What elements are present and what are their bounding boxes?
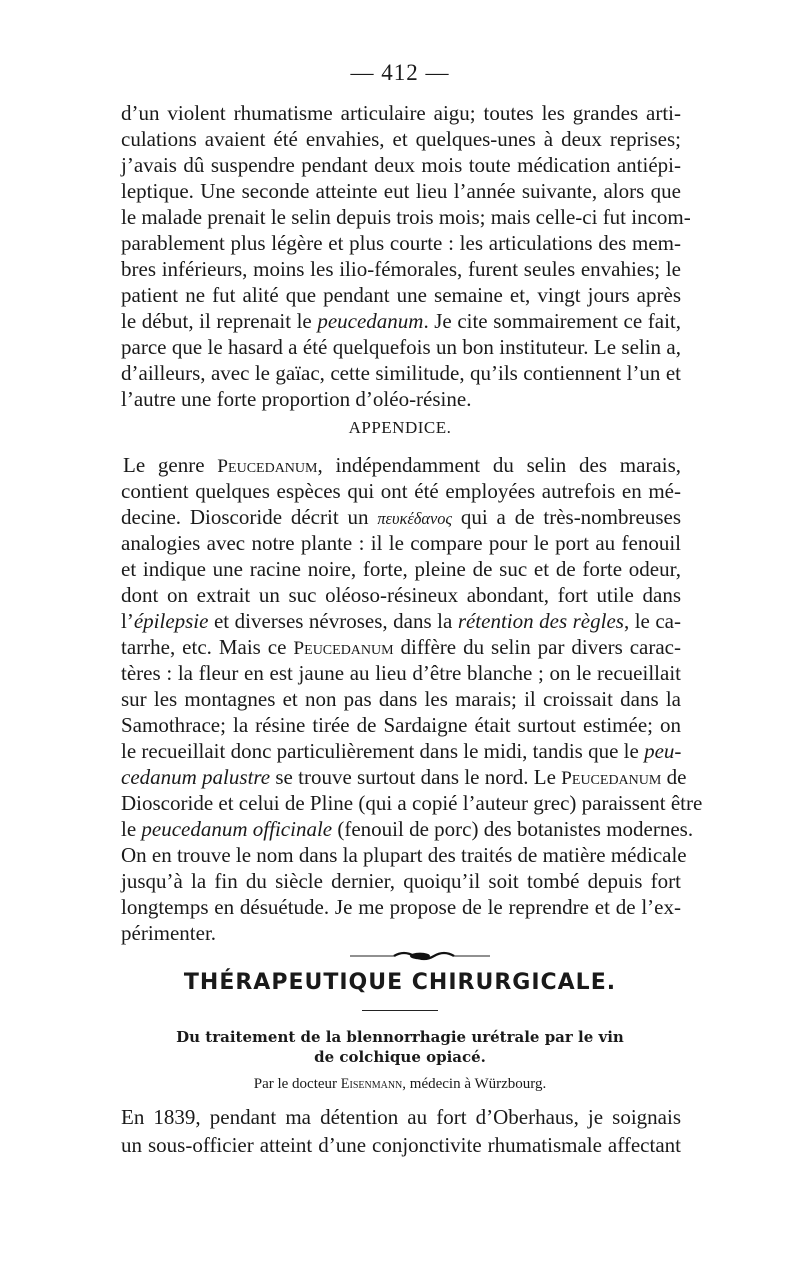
small-caps-term: Peucedanum [217,456,318,477]
text-run: et diverses névroses, dans la [208,609,458,633]
text-line: et indique une racine noire, forte, pleine de suc et de forte odeur, [121,557,681,581]
small-caps-term: Peucedanum [293,638,394,659]
text-line: On en trouve le nom dans la plupart des traités de matière médicale [121,843,687,867]
text-line: analogies avec notre plante : il le compare pour le port au fenouil [121,531,681,555]
fleuron-ornament [350,950,490,962]
text-line: Dioscoride et celui de Pline (qui a copié l’auteur grec) paraissent être [121,791,703,815]
text-run: le début, il reprenait le [121,309,318,333]
text-line: d’un violent rhumatisme articulaire aigu; toutes les grandes arti- [121,101,681,125]
text-line: le malade prenait le selin depuis trois mois; mais celle-ci fut incom- [121,205,691,229]
text-run: se trouve surtout dans le nord. Le [270,765,562,789]
article-title-line-1: Du traitement de la blennorrhagie urétrale par le vin [176,1028,624,1046]
text-line: l’autre une forte proportion d’oléo-résine. [121,387,472,411]
appendix-heading: APPENDICE. [348,418,452,437]
text-line: dont on extrait un suc oléoso-résineux abondant, fort utile dans [121,583,681,607]
section-title: THÉRAPEUTIQUE CHIRURGICALE. [183,970,617,995]
text-run: decine. Dioscoride décrit un [121,505,378,529]
text-line: bres inférieurs, moins les ilio-fémorales, furent seules envahies; le [121,257,681,281]
italic-term: épilepsie [133,609,209,633]
text-line: d’ailleurs, avec le gaïac, cette similitude, qu’ils contiennent l’un et [121,361,681,385]
text-line: jusqu’à la fin du siècle dernier, quoiqu’il soit tombé depuis fort [121,869,681,893]
text-line: Samothrace; la résine tirée de Sardaigne était surtout estimée; on [121,713,681,737]
title-rule [362,1010,438,1011]
text-run: diffère du selin par divers carac- [393,635,681,659]
text-run: qui a de très-nombreuses [452,505,681,529]
text-line: En 1839, pendant ma détention au fort d’Oberhaus, je soignais [121,1105,681,1129]
small-caps-term: Peucedanum [561,768,662,789]
text-line: un sous-officier atteint d’une conjonctivite rhumatismale affectant [121,1133,681,1157]
text-run: le [121,817,142,841]
italic-term: peucedanum officinale [141,817,333,841]
text-line: parce que le hasard a été quelquefois un bon instituteur. Le selin a, [121,335,681,359]
greek-term: πευκέδανος [377,509,453,528]
text-line: patient ne fut alité que pendant une semaine et, vingt jours après [121,283,681,307]
italic-term: cedanum palustre [121,765,271,789]
text-run: l’ [121,609,134,633]
author-name: Eisenmann [340,1076,403,1092]
text-run: de [661,765,687,789]
byline [0,1076,800,1093]
text-run: Le genre [123,453,218,477]
text-run: , le ca- [623,609,681,633]
text-line: leptique. Une seconde atteinte eut lieu l’année suivante, alors que [121,179,681,203]
italic-term: peucedanum [317,309,424,333]
text-line: longtemps en désuétude. Je me propose de le reprendre et de l’ex- [121,895,681,919]
page-number: — 412 — [350,60,450,85]
text-run: tarrhe, etc. Mais ce [121,635,294,659]
text-line: contient quelques espèces qui ont été employées autrefois en mé- [121,479,681,503]
text-line: j’avais dû suspendre pendant deux mois toute médication antiépi- [121,153,681,177]
text-line: tères : la fleur en est jaune au lieu d’être blanche ; on le recueillait [121,661,681,685]
byline-suffix: , médecin à Würzbourg. [402,1076,547,1092]
text-line: périmenter. [121,921,217,945]
text-run: . Je cite sommairement ce fait, [423,309,681,333]
text-line: culations avaient été envahies, et quelques-unes à deux reprises; [121,127,681,151]
italic-term: peu- [644,739,682,763]
article-title-line-2: de colchique opiacé. [314,1048,486,1066]
text-run: (fenouil de porc) des botanistes modernes. [332,817,694,841]
text-line: parablement plus légère et plus courte : les articulations des mem- [121,231,681,255]
text-run: , indépendamment du selin des marais, [317,453,681,477]
italic-term: rétention des règles [457,609,624,633]
byline-prefix: Par le docteur [253,1076,341,1092]
text-run: le recueillait donc particulièrement dans le midi, tandis que le [121,739,645,763]
text-line: sur les montagnes et non pas dans les marais; il croissait dans la [121,687,681,711]
